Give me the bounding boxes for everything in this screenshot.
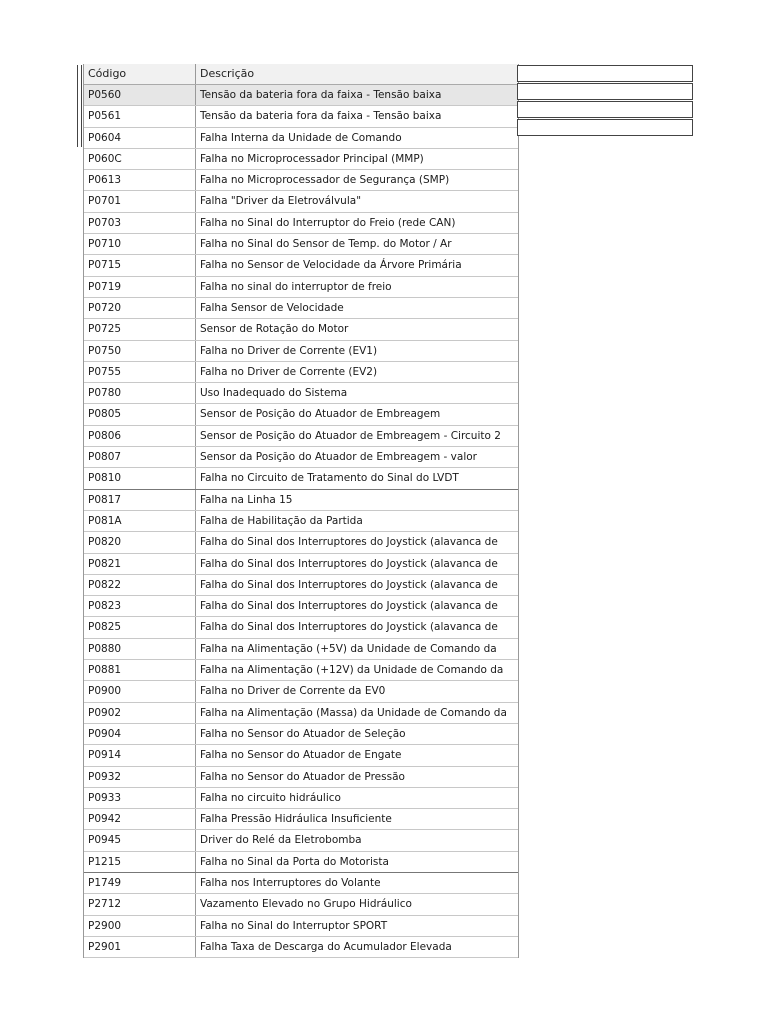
fault-description-cell: Falha no Sinal da Porta do Motorista: [200, 855, 389, 868]
table-body: [84, 85, 518, 958]
left-edge-bar: [81, 65, 82, 147]
table-row[interactable]: [84, 894, 518, 915]
fault-code-cell: P0881: [84, 660, 196, 680]
table-row[interactable]: [84, 532, 518, 553]
table-row[interactable]: [84, 404, 518, 425]
table-row[interactable]: [84, 767, 518, 788]
table-row[interactable]: [84, 362, 518, 383]
fault-code-cell: P0805: [84, 404, 196, 424]
fault-code-cell: P0560: [84, 85, 196, 105]
fault-description-cell: Vazamento Elevado no Grupo Hidráulico: [200, 898, 412, 911]
fault-code-cell: P0825: [84, 617, 196, 637]
fault-description-cell: Falha de Habilitação da Partida: [200, 514, 363, 527]
fault-description-cell: Falha no Sensor de Velocidade da Árvore Primária: [200, 259, 462, 272]
fault-description-cell: Sensor da Posição do Atuador de Embreagem - valor: [200, 451, 477, 464]
fault-description-cell: Falha do Sinal dos Interruptores do Joystick (alavanca de: [200, 536, 498, 549]
fault-description-cell: Falha do Sinal dos Interruptores do Joystick (alavanca de: [200, 557, 498, 570]
side-panel-field[interactable]: [517, 119, 693, 136]
fault-code-cell: P0780: [84, 383, 196, 403]
fault-code-cell: P060C: [84, 149, 196, 169]
fault-code-cell: P0715: [84, 255, 196, 275]
fault-description-cell: Driver do Relé da Eletrobomba: [200, 834, 362, 847]
fault-code-cell: P0755: [84, 362, 196, 382]
fault-description-cell: Falha na Alimentação (+5V) da Unidade de Comando da: [200, 642, 497, 655]
table-row[interactable]: [84, 298, 518, 319]
fault-description-cell: Falha do Sinal dos Interruptores do Joystick (alavanca de: [200, 600, 498, 613]
fault-code-cell: P0880: [84, 639, 196, 659]
fault-description-cell: Falha na Alimentação (+12V) da Unidade de Comando da: [200, 664, 504, 677]
fault-code-cell: P0720: [84, 298, 196, 318]
table-row[interactable]: [84, 724, 518, 745]
table-row[interactable]: [84, 852, 518, 873]
fault-description-cell: Falha no Sinal do Interruptor SPORT: [200, 919, 388, 932]
fault-code-cell: P0703: [84, 213, 196, 233]
table-row[interactable]: [84, 703, 518, 724]
left-edge-bar: [77, 65, 78, 147]
fault-description-cell: Falha Sensor de Velocidade: [200, 301, 344, 314]
table-row[interactable]: [84, 106, 518, 127]
fault-code-cell: P0821: [84, 554, 196, 574]
fault-description-cell: Falha na Linha 15: [200, 493, 293, 506]
fault-code-cell: P0561: [84, 106, 196, 126]
table-row[interactable]: [84, 681, 518, 702]
table-row[interactable]: [84, 341, 518, 362]
fault-description-cell: Falha no sinal do interruptor de freio: [200, 280, 392, 293]
fault-code-cell: P0807: [84, 447, 196, 467]
fault-description-cell: Falha no Sinal do Sensor de Temp. do Motor / Ar: [200, 238, 452, 251]
fault-code-cell: P0823: [84, 596, 196, 616]
fault-description-cell: Sensor de Posição do Atuador de Embreagem - Circuito 2: [200, 429, 501, 442]
fault-code-cell: P0942: [84, 809, 196, 829]
fault-code-cell: P0817: [84, 490, 196, 510]
table-row[interactable]: [84, 809, 518, 830]
fault-description-cell: Falha Pressão Hidráulica Insuficiente: [200, 813, 392, 826]
fault-description-cell: Falha no Circuito de Tratamento do Sinal do LVDT: [200, 472, 459, 485]
table-row[interactable]: [84, 170, 518, 191]
fault-code-cell: P0701: [84, 191, 196, 211]
fault-description-cell: Falha no Microprocessador de Segurança (SMP): [200, 174, 450, 187]
table-row[interactable]: [84, 916, 518, 937]
fault-code-cell: P0710: [84, 234, 196, 254]
table-row[interactable]: [84, 575, 518, 596]
fault-code-cell: P0604: [84, 128, 196, 148]
fault-code-cell: P0822: [84, 575, 196, 595]
fault-code-cell: P0719: [84, 277, 196, 297]
fault-code-cell: P0900: [84, 681, 196, 701]
fault-code-cell: P0613: [84, 170, 196, 190]
table-row[interactable]: [84, 745, 518, 766]
fault-code-cell: P0810: [84, 468, 196, 488]
table-header: [84, 64, 518, 85]
fault-description-cell: Falha do Sinal dos Interruptores do Joystick (alavanca de: [200, 578, 498, 591]
fault-description-cell: Falha do Sinal dos Interruptores do Joystick (alavanca de: [200, 621, 498, 634]
fault-code-cell: P0933: [84, 788, 196, 808]
fault-code-table: [83, 64, 519, 958]
fault-code-cell: P1215: [84, 852, 196, 872]
table-row[interactable]: [84, 660, 518, 681]
fault-code-cell: P2900: [84, 916, 196, 936]
fault-description-cell: Falha no Microprocessador Principal (MMP): [200, 152, 424, 165]
table-row[interactable]: [84, 234, 518, 255]
fault-description-cell: Falha no Sensor do Atuador de Pressão: [200, 770, 405, 783]
column-header-code[interactable]: Código: [84, 64, 196, 84]
side-panel-field[interactable]: [517, 101, 693, 118]
table-row[interactable]: [84, 85, 518, 106]
table-row[interactable]: [84, 554, 518, 575]
fault-description-cell: Falha nos Interruptores do Volante: [200, 876, 381, 889]
fault-description-cell: Tensão da bateria fora da faixa - Tensão baixa: [200, 89, 442, 101]
table-row[interactable]: [84, 319, 518, 340]
fault-code-cell: P2901: [84, 937, 196, 957]
fault-code-cell: P081A: [84, 511, 196, 531]
table-row[interactable]: [84, 830, 518, 851]
table-row[interactable]: [84, 213, 518, 234]
fault-code-cell: P0945: [84, 830, 196, 850]
fault-description-cell: Falha Interna da Unidade de Comando: [200, 131, 402, 144]
table-row[interactable]: [84, 596, 518, 617]
table-row[interactable]: [84, 128, 518, 149]
table-row[interactable]: [84, 617, 518, 638]
side-panel-field[interactable]: [517, 65, 693, 82]
fault-code-cell: P0806: [84, 426, 196, 446]
fault-code-cell: P0932: [84, 767, 196, 787]
table-row[interactable]: [84, 873, 518, 894]
fault-description-cell: Falha no Driver de Corrente (EV2): [200, 365, 378, 378]
fault-description-cell: Falha no Sensor do Atuador de Seleção: [200, 727, 406, 740]
fault-description-cell: Falha na Alimentação (Massa) da Unidade de Comando da: [200, 706, 507, 719]
fault-description-cell: Falha Taxa de Descarga do Acumulador Elevada: [200, 940, 452, 953]
side-panel: [517, 65, 693, 137]
fault-description-cell: Falha no Driver de Corrente (EV1): [200, 344, 378, 357]
table-row[interactable]: [84, 383, 518, 404]
column-header-description[interactable]: Descrição: [200, 67, 255, 80]
fault-code-cell: P2712: [84, 894, 196, 914]
fault-code-cell: P0820: [84, 532, 196, 552]
fault-description-cell: Falha no Driver de Corrente da EV0: [200, 685, 386, 698]
table-row[interactable]: [84, 149, 518, 170]
table-row[interactable]: [84, 639, 518, 660]
fault-code-cell: P0902: [84, 703, 196, 723]
table-row[interactable]: [84, 191, 518, 212]
table-row[interactable]: [84, 468, 518, 489]
side-panel-field[interactable]: [517, 83, 693, 100]
fault-code-cell: P0904: [84, 724, 196, 744]
table-row[interactable]: [84, 426, 518, 447]
fault-description-cell: Falha "Driver da Eletroválvula": [200, 195, 362, 208]
table-row[interactable]: [84, 511, 518, 532]
fault-code-cell: P1749: [84, 873, 196, 893]
table-row[interactable]: [84, 788, 518, 809]
fault-description-cell: Falha no circuito hidráulico: [200, 791, 341, 804]
fault-description-cell: Tensão da bateria fora da faixa - Tensão baixa: [200, 110, 442, 123]
table-row[interactable]: [84, 277, 518, 298]
fault-description-cell: Uso Inadequado do Sistema: [200, 387, 348, 400]
fault-code-cell: P0750: [84, 341, 196, 361]
fault-code-cell: P0914: [84, 745, 196, 765]
fault-description-cell: Falha no Sinal do Interruptor do Freio (rede CAN): [200, 216, 456, 229]
fault-description-cell: Sensor de Posição do Atuador de Embreagem: [200, 408, 441, 421]
table-row[interactable]: [84, 447, 518, 468]
fault-description-cell: Sensor de Rotação do Motor: [200, 323, 349, 336]
table-row[interactable]: [84, 490, 518, 511]
table-row[interactable]: [84, 937, 518, 958]
fault-code-cell: P0725: [84, 319, 196, 339]
table-row[interactable]: [84, 255, 518, 276]
fault-description-cell: Falha no Sensor do Atuador de Engate: [200, 749, 402, 762]
